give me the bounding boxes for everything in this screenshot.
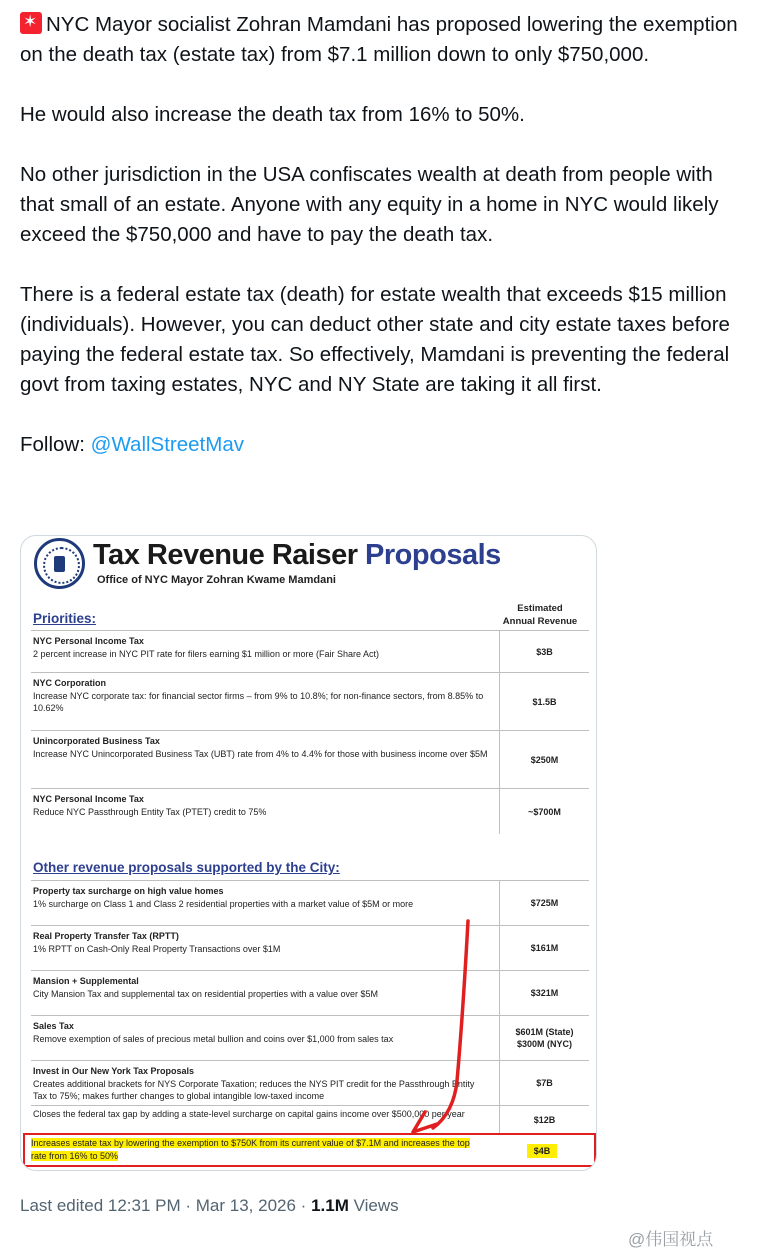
watermark: @伟国视点 <box>628 1230 714 1249</box>
tweet-paragraph-2: He would also increase the death tax from 16% to 50%. <box>20 103 525 126</box>
table-row: NYC Personal Income Tax Reduce NYC Passthrough Entity Tax (PTET) credit to 75% ~$700M <box>31 788 589 834</box>
table-row: Real Property Transfer Tax (RPTT) 1% RPTT on Cash-Only Real Property Transactions over $1M $161M <box>31 925 589 970</box>
views-count: 1.1M <box>311 1196 349 1215</box>
tweet-paragraph-4: There is a federal estate tax (death) for estate wealth that exceeds $15 million (individuals). However, you can deduct other state and city estate taxes before paying the federal estate tax. So effectively, Mamdani is preventing the federal govt from taxing estates, NYC and NY State are taking it all first. <box>20 283 730 396</box>
table-row: Closes the federal tax gap by adding a state-level surcharge on capital gains income over $500,000 per year $12B <box>31 1105 589 1133</box>
table-row: NYC Corporation Increase NYC corporate tax: for financial sector firms – from 9% to 10.8%; for non-finance sectors, from 8.85% to 10.62% $1.5B <box>31 672 589 730</box>
highlighted-row-text: Increases estate tax by lowering the exemption to $750K from its current value of $7.1M and increases the top rate from 16% to 50% <box>31 1138 470 1161</box>
tweet-paragraph-1: ✶NYC Mayor socialist Zohran Mamdani has proposed lowering the exemption on the death tax (estate tax) from $7.1 million down to only $750,000. <box>20 10 740 70</box>
document-subtitle: Office of NYC Mayor Zohran Kwame Mamdani <box>97 574 336 586</box>
table-row: Sales Tax Remove exemption of sales of precious metal bullion and coins over $1,000 from sales tax $601M (State) $300M (NYC) <box>31 1015 589 1060</box>
tweet-follow-line: Follow: @WallStreetMav <box>20 433 244 456</box>
edited-timestamp[interactable]: Last edited 12:31 PM · Mar 13, 2026 · <box>20 1196 312 1215</box>
document-title: Tax Revenue Raiser Proposals <box>93 539 501 571</box>
table-row: Invest in Our New York Tax Proposals Creates additional brackets for NYS Corporate Taxation; reduces the NYS PIT credit for the Passthrough Entity Tax to 75%; makes further changes to global intangible low-taxed income $7B <box>31 1060 589 1105</box>
priorities-heading: Priorities: <box>33 611 97 626</box>
table-row: Mansion + Supplemental City Mansion Tax and supplemental tax on residential properties with a value over $5M $321M <box>31 970 589 1015</box>
revenue-column-header: Estimated Annual Revenue <box>502 603 578 627</box>
rotating-light-icon <box>20 12 42 34</box>
table-row: Property tax surcharge on high value homes 1% surcharge on Class 1 and Class 2 residential properties with a market value of $5M or more $725M <box>31 880 589 925</box>
mention-link[interactable]: @WallStreetMav <box>90 433 244 456</box>
tweet-text <box>20 10 740 490</box>
other-proposals-heading: Other revenue proposals supported by the City: <box>33 860 340 875</box>
table-row: Unincorporated Business Tax Increase NYC Unincorporated Business Tax (UBT) rate from 4% to 4.4% for those with business income over $5M $250M <box>31 730 589 788</box>
highlighted-row-value: $4B <box>527 1144 557 1158</box>
tweet-media-image[interactable] <box>20 535 597 1171</box>
tweet-paragraph-3: No other jurisdiction in the USA confiscates wealth at death from people with that small of an estate. Anyone with any equity in a home in NYC would likely exceed the $750,000 and have to pay the death tax. <box>20 163 719 246</box>
tweet-meta: Last edited 12:31 PM · Mar 13, 2026 · 1.1M Views <box>20 1196 399 1215</box>
table-row: NYC Personal Income Tax 2 percent increase in NYC PIT rate for filers earning $1 million or more (Fair Share Act) $3B <box>31 630 589 672</box>
red-arrow-icon <box>21 536 597 1171</box>
